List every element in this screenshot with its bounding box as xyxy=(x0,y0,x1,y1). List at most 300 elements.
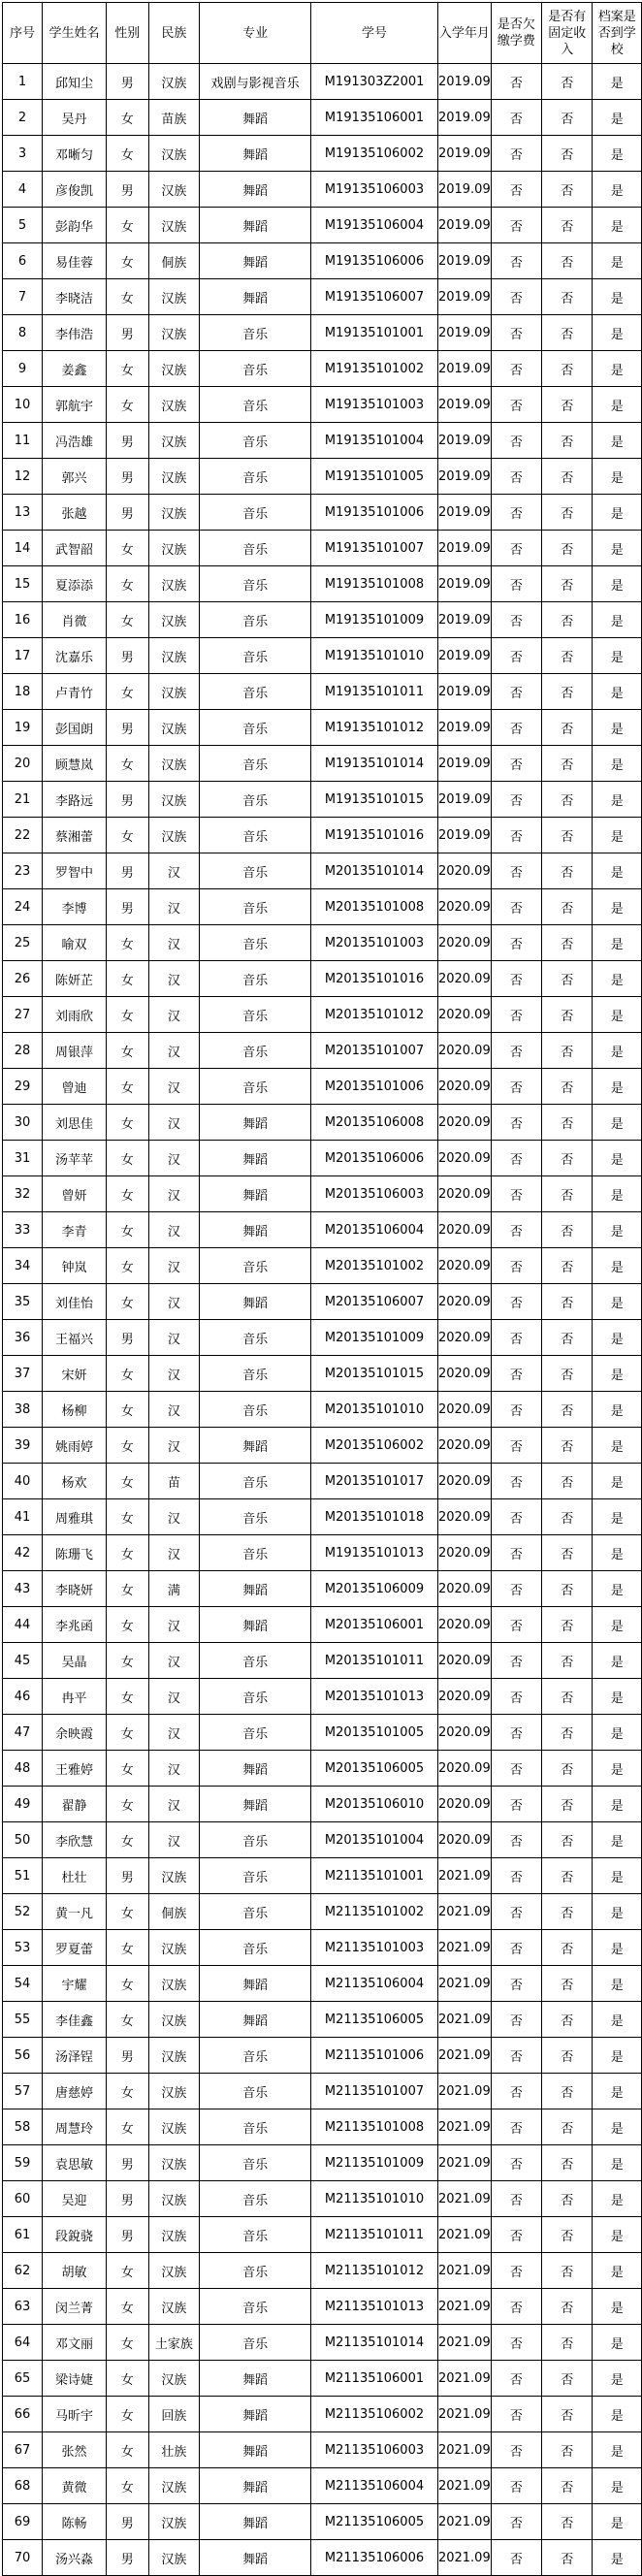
cell-enroll-date: 2020.09 xyxy=(437,1176,491,1212)
cell-ethnicity: 汉族 xyxy=(148,2074,199,2109)
cell-student-id: M19135101011 xyxy=(311,674,438,710)
cell-major: 舞蹈 xyxy=(200,1428,311,1464)
cell-fixed-income: 否 xyxy=(542,1930,593,1966)
cell-archive-at-school: 是 xyxy=(593,2325,642,2361)
cell-student-name: 梁诗婕 xyxy=(43,2361,107,2397)
cell-student-name: 邱知尘 xyxy=(43,64,107,100)
cell-student-name: 翟静 xyxy=(43,1787,107,1822)
cell-seq: 54 xyxy=(3,1966,43,2002)
cell-student-id: M20135106005 xyxy=(311,1751,438,1787)
table-row xyxy=(3,1320,642,1356)
table-row xyxy=(3,1535,642,1571)
cell-tuition-owed: 否 xyxy=(491,818,541,853)
cell-student-id: M20135101017 xyxy=(311,1464,438,1499)
table-row xyxy=(3,243,642,279)
cell-tuition-owed: 否 xyxy=(491,1894,541,1930)
cell-archive-at-school: 是 xyxy=(593,1535,642,1571)
cell-tuition-owed: 否 xyxy=(491,2397,541,2432)
cell-archive-at-school: 是 xyxy=(593,136,642,172)
cell-seq: 22 xyxy=(3,818,43,853)
cell-gender: 男 xyxy=(106,782,148,818)
cell-seq: 59 xyxy=(3,2145,43,2181)
cell-student-id: M19135101013 xyxy=(311,1535,438,1571)
cell-student-name: 姜鑫 xyxy=(43,351,107,387)
cell-student-name: 李博 xyxy=(43,889,107,925)
cell-fixed-income: 否 xyxy=(542,818,593,853)
cell-ethnicity: 汉 xyxy=(148,1392,199,1428)
table-row xyxy=(3,2540,642,2576)
cell-student-name: 邓晰匀 xyxy=(43,136,107,172)
cell-tuition-owed: 否 xyxy=(491,351,541,387)
cell-major: 音乐 xyxy=(200,2038,311,2074)
table-row xyxy=(3,459,642,495)
cell-major: 音乐 xyxy=(200,351,311,387)
cell-student-id: M19135101016 xyxy=(311,818,438,853)
cell-ethnicity: 汉族 xyxy=(148,782,199,818)
cell-gender: 女 xyxy=(106,1679,148,1715)
cell-gender: 男 xyxy=(106,495,148,531)
cell-seq: 13 xyxy=(3,495,43,531)
table-row xyxy=(3,1822,642,1858)
cell-archive-at-school: 是 xyxy=(593,638,642,674)
cell-fixed-income: 否 xyxy=(542,925,593,961)
cell-major: 音乐 xyxy=(200,1499,311,1535)
cell-major: 舞蹈 xyxy=(200,172,311,208)
cell-ethnicity: 回族 xyxy=(148,2397,199,2432)
cell-ethnicity: 满 xyxy=(148,1571,199,1607)
cell-student-name: 李佳鑫 xyxy=(43,2002,107,2038)
cell-archive-at-school: 是 xyxy=(593,2432,642,2468)
cell-fixed-income: 否 xyxy=(542,1571,593,1607)
cell-student-name: 周慧玲 xyxy=(43,2109,107,2145)
cell-fixed-income: 否 xyxy=(542,1141,593,1176)
cell-gender: 男 xyxy=(106,1320,148,1356)
cell-gender: 男 xyxy=(106,2145,148,2181)
cell-seq: 2 xyxy=(3,100,43,136)
header-ethnicity: 民族 xyxy=(148,3,199,64)
cell-student-id: M19135106006 xyxy=(311,243,438,279)
cell-seq: 27 xyxy=(3,997,43,1033)
cell-enroll-date: 2021.09 xyxy=(437,2181,491,2217)
cell-student-name: 刘佳怡 xyxy=(43,1284,107,1320)
cell-student-name: 武智韶 xyxy=(43,531,107,566)
cell-archive-at-school: 是 xyxy=(593,2361,642,2397)
cell-gender: 女 xyxy=(106,1105,148,1141)
cell-archive-at-school: 是 xyxy=(593,351,642,387)
cell-ethnicity: 汉 xyxy=(148,1607,199,1643)
cell-student-name: 肖微 xyxy=(43,602,107,638)
cell-enroll-date: 2021.09 xyxy=(437,2432,491,2468)
table-row xyxy=(3,2468,642,2504)
cell-seq: 17 xyxy=(3,638,43,674)
cell-gender: 女 xyxy=(106,1535,148,1571)
cell-fixed-income: 否 xyxy=(542,1428,593,1464)
cell-enroll-date: 2019.09 xyxy=(437,710,491,746)
cell-enroll-date: 2019.09 xyxy=(437,818,491,853)
cell-tuition-owed: 否 xyxy=(491,638,541,674)
cell-seq: 62 xyxy=(3,2253,43,2289)
cell-enroll-date: 2021.09 xyxy=(437,2002,491,2038)
cell-tuition-owed: 否 xyxy=(491,853,541,889)
table-row xyxy=(3,853,642,889)
cell-archive-at-school: 是 xyxy=(593,674,642,710)
cell-archive-at-school: 是 xyxy=(593,2540,642,2576)
cell-ethnicity: 汉族 xyxy=(148,315,199,351)
cell-student-id: M21135106001 xyxy=(311,2361,438,2397)
cell-archive-at-school: 是 xyxy=(593,1858,642,1894)
cell-archive-at-school: 是 xyxy=(593,1894,642,1930)
cell-student-name: 黄一凡 xyxy=(43,1894,107,1930)
cell-archive-at-school: 是 xyxy=(593,2038,642,2074)
cell-enroll-date: 2020.09 xyxy=(437,853,491,889)
cell-student-id: M19135106002 xyxy=(311,136,438,172)
cell-tuition-owed: 否 xyxy=(491,2109,541,2145)
cell-seq: 42 xyxy=(3,1535,43,1571)
cell-gender: 女 xyxy=(106,1787,148,1822)
cell-archive-at-school: 是 xyxy=(593,2145,642,2181)
cell-student-id: M19135101006 xyxy=(311,495,438,531)
cell-seq: 66 xyxy=(3,2397,43,2432)
table-row xyxy=(3,1356,642,1392)
cell-archive-at-school: 是 xyxy=(593,2109,642,2145)
cell-gender: 男 xyxy=(106,64,148,100)
cell-major: 音乐 xyxy=(200,1643,311,1679)
cell-fixed-income: 否 xyxy=(542,2109,593,2145)
cell-gender: 女 xyxy=(106,2468,148,2504)
cell-student-id: M19135101002 xyxy=(311,351,438,387)
cell-major: 舞蹈 xyxy=(200,1607,311,1643)
cell-archive-at-school: 是 xyxy=(593,1607,642,1643)
cell-student-name: 姚雨婷 xyxy=(43,1428,107,1464)
cell-seq: 70 xyxy=(3,2540,43,2576)
cell-student-name: 杜壮 xyxy=(43,1858,107,1894)
cell-fixed-income: 否 xyxy=(542,638,593,674)
cell-enroll-date: 2019.09 xyxy=(437,208,491,243)
cell-seq: 64 xyxy=(3,2325,43,2361)
cell-ethnicity: 苗族 xyxy=(148,100,199,136)
cell-student-name: 马昕宇 xyxy=(43,2397,107,2432)
cell-tuition-owed: 否 xyxy=(491,1464,541,1499)
cell-enroll-date: 2020.09 xyxy=(437,1248,491,1284)
cell-student-id: M191303Z2001 xyxy=(311,64,438,100)
cell-student-id: M21135106005 xyxy=(311,2002,438,2038)
cell-student-id: M19135101003 xyxy=(311,387,438,423)
cell-archive-at-school: 是 xyxy=(593,1751,642,1787)
cell-archive-at-school: 是 xyxy=(593,1356,642,1392)
cell-student-name: 李欣慧 xyxy=(43,1822,107,1858)
cell-tuition-owed: 否 xyxy=(491,459,541,495)
cell-archive-at-school: 是 xyxy=(593,423,642,459)
cell-student-name: 汤泽锃 xyxy=(43,2038,107,2074)
cell-seq: 36 xyxy=(3,1320,43,1356)
cell-seq: 46 xyxy=(3,1679,43,1715)
cell-gender: 女 xyxy=(106,1571,148,1607)
header-gender: 性别 xyxy=(106,3,148,64)
cell-fixed-income: 否 xyxy=(542,495,593,531)
cell-seq: 55 xyxy=(3,2002,43,2038)
cell-student-name: 李晓洁 xyxy=(43,279,107,315)
table-row xyxy=(3,889,642,925)
cell-gender: 女 xyxy=(106,1643,148,1679)
table-row xyxy=(3,638,642,674)
cell-gender: 女 xyxy=(106,1212,148,1248)
cell-seq: 4 xyxy=(3,172,43,208)
cell-seq: 53 xyxy=(3,1930,43,1966)
cell-ethnicity: 汉 xyxy=(148,1535,199,1571)
cell-enroll-date: 2019.09 xyxy=(437,136,491,172)
cell-ethnicity: 汉 xyxy=(148,1356,199,1392)
table-row xyxy=(3,2253,642,2289)
table-row xyxy=(3,208,642,243)
cell-tuition-owed: 否 xyxy=(491,889,541,925)
cell-ethnicity: 汉族 xyxy=(148,2540,199,2576)
cell-student-id: M20135101016 xyxy=(311,961,438,997)
cell-gender: 男 xyxy=(106,1858,148,1894)
cell-gender: 女 xyxy=(106,997,148,1033)
cell-archive-at-school: 是 xyxy=(593,602,642,638)
cell-fixed-income: 否 xyxy=(542,1751,593,1787)
cell-fixed-income: 否 xyxy=(542,566,593,602)
cell-fixed-income: 否 xyxy=(542,1356,593,1392)
table-row xyxy=(3,1858,642,1894)
cell-student-name: 杨柳 xyxy=(43,1392,107,1428)
cell-student-id: M19135101014 xyxy=(311,746,438,782)
cell-ethnicity: 汉 xyxy=(148,961,199,997)
cell-tuition-owed: 否 xyxy=(491,2540,541,2576)
cell-archive-at-school: 是 xyxy=(593,746,642,782)
cell-tuition-owed: 否 xyxy=(491,531,541,566)
cell-student-name: 周银萍 xyxy=(43,1033,107,1069)
cell-enroll-date: 2020.09 xyxy=(437,1464,491,1499)
cell-enroll-date: 2020.09 xyxy=(437,1787,491,1822)
table-row xyxy=(3,746,642,782)
cell-major: 音乐 xyxy=(200,531,311,566)
cell-archive-at-school: 是 xyxy=(593,1464,642,1499)
cell-archive-at-school: 是 xyxy=(593,961,642,997)
cell-seq: 32 xyxy=(3,1176,43,1212)
table-row xyxy=(3,279,642,315)
cell-tuition-owed: 否 xyxy=(491,1248,541,1284)
cell-ethnicity: 汉 xyxy=(148,1284,199,1320)
table-row xyxy=(3,2109,642,2145)
cell-student-id: M19135101015 xyxy=(311,782,438,818)
cell-gender: 男 xyxy=(106,2038,148,2074)
cell-seq: 14 xyxy=(3,531,43,566)
cell-major: 音乐 xyxy=(200,638,311,674)
cell-tuition-owed: 否 xyxy=(491,1822,541,1858)
table-row xyxy=(3,1966,642,2002)
table-row xyxy=(3,387,642,423)
cell-fixed-income: 否 xyxy=(542,2145,593,2181)
cell-seq: 39 xyxy=(3,1428,43,1464)
cell-enroll-date: 2021.09 xyxy=(437,2109,491,2145)
cell-seq: 37 xyxy=(3,1356,43,1392)
cell-gender: 女 xyxy=(106,1822,148,1858)
cell-seq: 20 xyxy=(3,746,43,782)
cell-fixed-income: 否 xyxy=(542,2289,593,2325)
cell-archive-at-school: 是 xyxy=(593,1428,642,1464)
cell-student-name: 张然 xyxy=(43,2432,107,2468)
cell-fixed-income: 否 xyxy=(542,2361,593,2397)
cell-enroll-date: 2021.09 xyxy=(437,2397,491,2432)
cell-gender: 女 xyxy=(106,1751,148,1787)
cell-fixed-income: 否 xyxy=(542,782,593,818)
cell-major: 舞蹈 xyxy=(200,208,311,243)
cell-student-name: 喻双 xyxy=(43,925,107,961)
cell-student-name: 李青 xyxy=(43,1212,107,1248)
cell-gender: 男 xyxy=(106,853,148,889)
cell-ethnicity: 汉 xyxy=(148,997,199,1033)
cell-major: 音乐 xyxy=(200,602,311,638)
cell-student-name: 邓文丽 xyxy=(43,2325,107,2361)
cell-archive-at-school: 是 xyxy=(593,1320,642,1356)
cell-gender: 女 xyxy=(106,1499,148,1535)
cell-ethnicity: 汉 xyxy=(148,889,199,925)
cell-student-name: 陈畅 xyxy=(43,2504,107,2540)
cell-fixed-income: 否 xyxy=(542,1787,593,1822)
table-row xyxy=(3,2181,642,2217)
table-row xyxy=(3,2289,642,2325)
cell-student-name: 杨欢 xyxy=(43,1464,107,1499)
cell-ethnicity: 汉族 xyxy=(148,136,199,172)
cell-seq: 63 xyxy=(3,2289,43,2325)
cell-enroll-date: 2021.09 xyxy=(437,2145,491,2181)
header-seq: 序号 xyxy=(3,3,43,64)
cell-student-id: M20135101013 xyxy=(311,1679,438,1715)
cell-major: 舞蹈 xyxy=(200,2002,311,2038)
cell-archive-at-school: 是 xyxy=(593,566,642,602)
cell-enroll-date: 2021.09 xyxy=(437,1930,491,1966)
cell-student-id: M20135106008 xyxy=(311,1105,438,1141)
cell-enroll-date: 2019.09 xyxy=(437,387,491,423)
cell-gender: 女 xyxy=(106,2289,148,2325)
cell-enroll-date: 2020.09 xyxy=(437,997,491,1033)
cell-gender: 女 xyxy=(106,1966,148,2002)
cell-student-id: M21135101001 xyxy=(311,1858,438,1894)
table-row xyxy=(3,961,642,997)
cell-ethnicity: 汉族 xyxy=(148,602,199,638)
cell-major: 音乐 xyxy=(200,2253,311,2289)
cell-major: 音乐 xyxy=(200,674,311,710)
cell-major: 音乐 xyxy=(200,1679,311,1715)
cell-seq: 68 xyxy=(3,2468,43,2504)
cell-gender: 男 xyxy=(106,2217,148,2253)
cell-student-name: 李路远 xyxy=(43,782,107,818)
cell-student-id: M19135106007 xyxy=(311,279,438,315)
cell-gender: 男 xyxy=(106,459,148,495)
cell-enroll-date: 2019.09 xyxy=(437,459,491,495)
table-row xyxy=(3,2145,642,2181)
cell-fixed-income: 否 xyxy=(542,1894,593,1930)
cell-student-id: M21135101012 xyxy=(311,2253,438,2289)
cell-enroll-date: 2020.09 xyxy=(437,1284,491,1320)
cell-enroll-date: 2020.09 xyxy=(437,1679,491,1715)
cell-enroll-date: 2019.09 xyxy=(437,746,491,782)
cell-archive-at-school: 是 xyxy=(593,2002,642,2038)
cell-gender: 女 xyxy=(106,2074,148,2109)
cell-ethnicity: 土家族 xyxy=(148,2325,199,2361)
cell-gender: 女 xyxy=(106,279,148,315)
cell-archive-at-school: 是 xyxy=(593,243,642,279)
cell-seq: 11 xyxy=(3,423,43,459)
cell-archive-at-school: 是 xyxy=(593,2074,642,2109)
cell-student-id: M20135106002 xyxy=(311,1428,438,1464)
cell-fixed-income: 否 xyxy=(542,315,593,351)
cell-gender: 女 xyxy=(106,100,148,136)
cell-enroll-date: 2021.09 xyxy=(437,2468,491,2504)
cell-gender: 女 xyxy=(106,1464,148,1499)
cell-enroll-date: 2020.09 xyxy=(437,1535,491,1571)
cell-student-id: M19135101007 xyxy=(311,531,438,566)
cell-enroll-date: 2020.09 xyxy=(437,1356,491,1392)
cell-major: 音乐 xyxy=(200,1033,311,1069)
cell-enroll-date: 2021.09 xyxy=(437,2253,491,2289)
cell-student-name: 胡敏 xyxy=(43,2253,107,2289)
cell-gender: 女 xyxy=(106,1894,148,1930)
cell-student-name: 宋妍 xyxy=(43,1356,107,1392)
cell-fixed-income: 否 xyxy=(542,351,593,387)
cell-enroll-date: 2021.09 xyxy=(437,2361,491,2397)
cell-major: 舞蹈 xyxy=(200,1751,311,1787)
cell-student-id: M21135106002 xyxy=(311,2397,438,2432)
cell-fixed-income: 否 xyxy=(542,243,593,279)
cell-fixed-income: 否 xyxy=(542,602,593,638)
cell-enroll-date: 2019.09 xyxy=(437,674,491,710)
cell-student-id: M20135101005 xyxy=(311,1715,438,1751)
cell-student-id: M21135101007 xyxy=(311,2074,438,2109)
cell-student-name: 袁思敏 xyxy=(43,2145,107,2181)
cell-ethnicity: 侗族 xyxy=(148,243,199,279)
cell-major: 音乐 xyxy=(200,2325,311,2361)
cell-tuition-owed: 否 xyxy=(491,1858,541,1894)
header-fixed-income: 是否有固定收入 xyxy=(542,3,593,64)
cell-student-id: M20135101004 xyxy=(311,1822,438,1858)
cell-fixed-income: 否 xyxy=(542,2217,593,2253)
cell-major: 音乐 xyxy=(200,2074,311,2109)
cell-fixed-income: 否 xyxy=(542,961,593,997)
cell-archive-at-school: 是 xyxy=(593,495,642,531)
cell-ethnicity: 汉族 xyxy=(148,638,199,674)
cell-major: 音乐 xyxy=(200,1392,311,1428)
cell-student-name: 周雅琪 xyxy=(43,1499,107,1535)
student-table-wrapper xyxy=(2,2,642,2576)
cell-seq: 69 xyxy=(3,2504,43,2540)
cell-seq: 15 xyxy=(3,566,43,602)
cell-major: 音乐 xyxy=(200,1894,311,1930)
cell-tuition-owed: 否 xyxy=(491,1069,541,1105)
cell-tuition-owed: 否 xyxy=(491,997,541,1033)
cell-archive-at-school: 是 xyxy=(593,782,642,818)
cell-enroll-date: 2021.09 xyxy=(437,1858,491,1894)
cell-student-name: 李兆函 xyxy=(43,1607,107,1643)
cell-archive-at-school: 是 xyxy=(593,1499,642,1535)
cell-gender: 女 xyxy=(106,961,148,997)
cell-student-name: 钟岚 xyxy=(43,1248,107,1284)
cell-tuition-owed: 否 xyxy=(491,1356,541,1392)
cell-enroll-date: 2019.09 xyxy=(437,423,491,459)
cell-archive-at-school: 是 xyxy=(593,387,642,423)
cell-ethnicity: 汉 xyxy=(148,925,199,961)
cell-gender: 男 xyxy=(106,423,148,459)
cell-fixed-income: 否 xyxy=(542,423,593,459)
cell-fixed-income: 否 xyxy=(542,1535,593,1571)
cell-student-name: 唐慈婷 xyxy=(43,2074,107,2109)
cell-student-id: M20135101006 xyxy=(311,1069,438,1105)
cell-major: 舞蹈 xyxy=(200,1141,311,1176)
cell-ethnicity: 汉族 xyxy=(148,2361,199,2397)
cell-student-id: M21135101013 xyxy=(311,2289,438,2325)
cell-gender: 女 xyxy=(106,674,148,710)
